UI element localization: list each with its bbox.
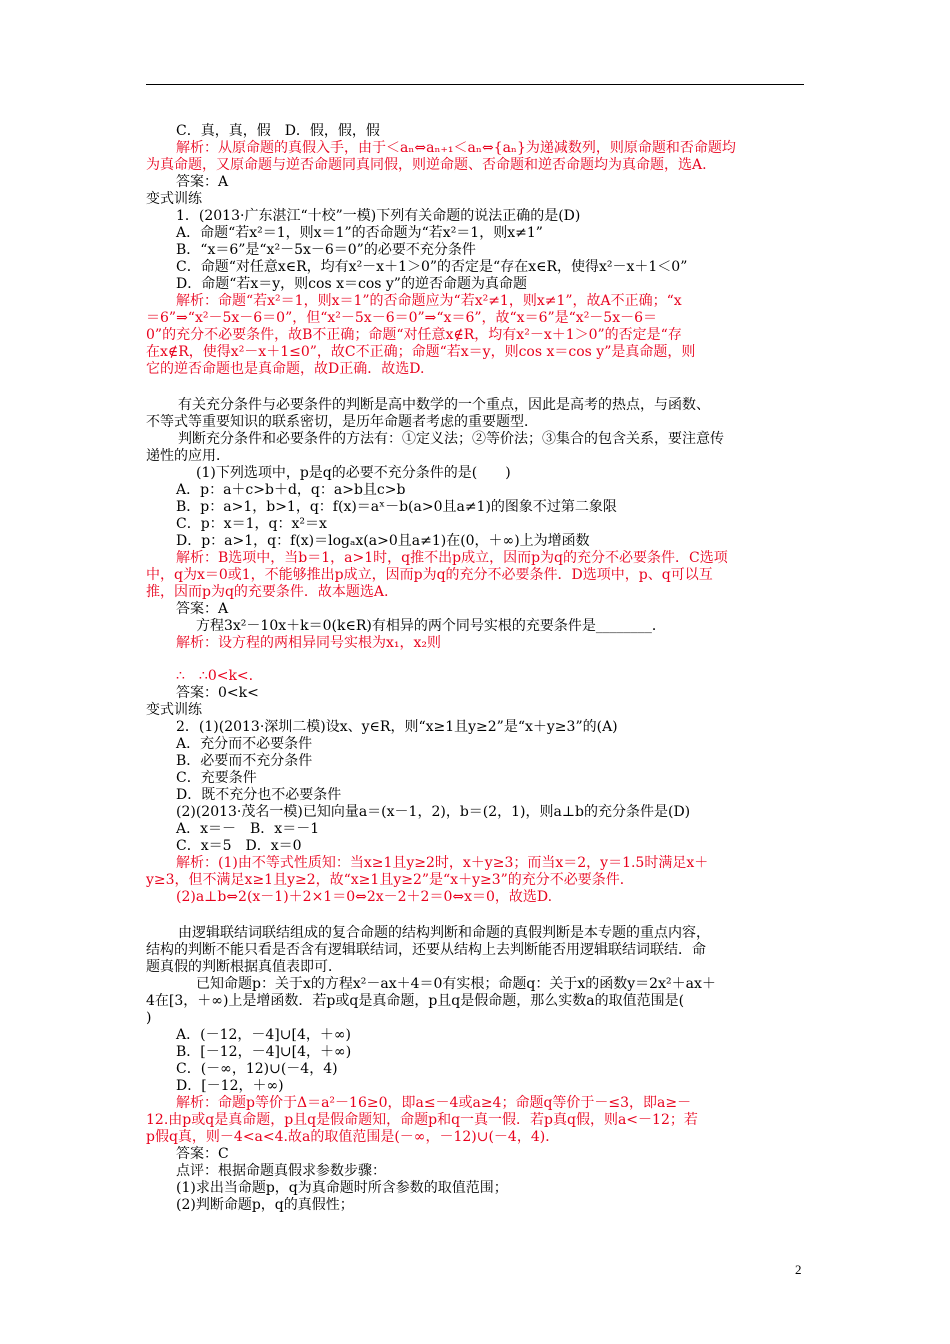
answer-line: 答案：C bbox=[176, 1146, 229, 1162]
question-line: 4在[3，＋∞)上是增函数．若p或q是真命题，p且q是假命题，那么实数a的取值范围是( bbox=[146, 993, 685, 1009]
paragraph-line: 判断充分条件和必要条件的方法有：①定义法；②等价法；③集合的包含关系，要注意传 bbox=[178, 431, 724, 447]
paragraph-line: 题真假的判断根据真值表即可． bbox=[146, 959, 342, 975]
option-line: D．[－12，＋∞) bbox=[176, 1078, 284, 1094]
option-line: A．(－12，－4]∪[4，＋∞) bbox=[176, 1027, 351, 1043]
question-line: 已知命题p：关于x的方程x²－ax＋4＝0有实根；命题q：关于x的函数y＝2x²＋ax＋ bbox=[196, 976, 716, 992]
page-number: 2 bbox=[795, 1262, 802, 1277]
paragraph-line: 由逻辑联结词联结组成的复合命题的结构判断和命题的真假判断是本专题的重点内容， bbox=[178, 925, 710, 941]
note-line: (1)求出当命题p，q为真命题时所含参数的取值范围； bbox=[176, 1180, 508, 1196]
solution-line: 它的逆否命题也是真命题，故D正确．故选D. bbox=[146, 361, 425, 377]
solution-line: 解析：命题p等价于Δ＝a²－16≥0，即a≤－4或a≥4；命题q等价于－≤3，即a≥－ bbox=[176, 1095, 692, 1111]
option-line: D．p：a>1，q：f(x)＝logₐx(a>0且a≠1)在(0，＋∞)上为增函数 bbox=[176, 533, 590, 549]
question-line: (1)下列选项中，p是q的必要不充分条件的是( ) bbox=[196, 465, 511, 481]
option-line: C．p：x＝1，q：x²＝x bbox=[176, 516, 327, 532]
solution-line: 12.由p或q是真命题，p且q是假命题知，命题p和q一真一假．若p真q假，则a<－12；若 bbox=[146, 1112, 698, 1128]
solution-line: 中，q为x＝0或1，不能够推出p成立，因而p为q的充分不必要条件．D选项中，p、q可以互 bbox=[146, 567, 713, 583]
solution-line: 解析：从原命题的真假入手，由于＜aₙ⇔aₙ₊₁＜aₙ⇔{aₙ}为递减数列，则原命题和否命题均 bbox=[176, 140, 736, 156]
option-line: A．命题“若x²＝1，则x＝1”的否命题为“若x²＝1，则x≠1” bbox=[176, 225, 543, 241]
paragraph-line: 不等式等重要知识的联系密切，是历年命题者考虑的重要题型． bbox=[146, 414, 538, 430]
solution-line: 在x∉R，使得x²－x＋1≤0”，故C不正确；命题“若x＝y，则cos x＝cos y”是真命题，则 bbox=[146, 344, 696, 360]
answer-line: 答案：0<k< bbox=[176, 685, 259, 701]
solution-line: ∴ ∴0<k<. bbox=[176, 668, 254, 684]
section-heading: 变式训练 bbox=[146, 191, 202, 207]
paragraph-line: 结构的判断不能只看是否含有逻辑联结词，还要从结构上去判断能否用逻辑联结词联结．命 bbox=[146, 942, 706, 958]
option-line: B．必要而不充分条件 bbox=[176, 753, 313, 769]
section-heading: 变式训练 bbox=[146, 702, 202, 718]
question-line: 2．(1)(2013·深圳二模)设x、y∈R，则“x≥1且y≥2”是“x＋y≥3”的(A) bbox=[176, 719, 618, 735]
solution-line: ＝6”⇒“x²－5x－6＝0”，但“x²－5x－6＝0”⇒“x＝6”，故“x＝6”是“x²－5x－6＝ bbox=[146, 310, 658, 326]
paragraph-line: 有关充分条件与必要条件的判断是高中数学的一个重点，因此是高考的热点，与函数、 bbox=[178, 397, 710, 413]
solution-line: 解析：B选项中，当b＝1，a>1时，q推不出p成立，因而p为q的充分不必要条件．C选项 bbox=[176, 550, 728, 566]
option-line: C．x＝5 D．x＝0 bbox=[176, 838, 302, 854]
solution-line: 推，因而p为q的充要条件．故本题选A. bbox=[146, 584, 389, 600]
note-line: (2)判断命题p，q的真假性； bbox=[176, 1197, 354, 1213]
question-line: 方程3x²－10x＋k＝0(k∈R)有相异的两个同号实根的充要条件是________． bbox=[196, 618, 666, 634]
solution-line: (2)a⊥b⇔2(x－1)＋2×1＝0⇔2x－2＋2＝0⇔x＝0，故选D. bbox=[176, 889, 553, 905]
option-line: D．命题“若x＝y，则cos x＝cos y”的逆否命题为真命题 bbox=[176, 276, 527, 292]
solution-line: p假q真，则－4<a<4.故a的取值范围是(－∞，－12)∪(－4，4)． bbox=[146, 1129, 560, 1145]
solution-line: 解析：设方程的两相异同号实根为x₁，x₂则 bbox=[176, 635, 442, 651]
question-line: ) bbox=[146, 1010, 152, 1026]
solution-line: 解析：(1)由不等式性质知：当x≥1且y≥2时，x＋y≥3；而当x＝2，y＝1.5时满足x＋ bbox=[176, 855, 709, 871]
paragraph-line: 递性的应用． bbox=[146, 448, 230, 464]
solution-line: 为真命题，又原命题与逆否命题同真同假，则逆命题、否命题和逆否命题均为真命题，选A. bbox=[146, 157, 707, 173]
text-line: C．真，真，假 D．假，假，假 bbox=[176, 123, 380, 139]
option-line: B．[－12，－4]∪[4，＋∞) bbox=[176, 1044, 352, 1060]
solution-line: y≥3，但不满足x≥1且y≥2，故“x≥1且y≥2”是“x＋y≥3”的充分不必要条件． bbox=[146, 872, 634, 888]
solution-line: 解析：命题“若x²＝1，则x＝1”的否命题应为“若x²≠1，则x≠1”，故A不正确；“x bbox=[176, 293, 682, 309]
option-line: B．p：a>1，b>1，q：f(x)＝aˣ－b(a>0且a≠1)的图象不过第二象限 bbox=[176, 499, 617, 515]
note-line: 点评：根据命题真假求参数步骤： bbox=[176, 1163, 386, 1179]
answer-line: 答案：A bbox=[176, 601, 229, 617]
answer-line: 答案：A bbox=[176, 174, 229, 190]
option-line: C．命题“对任意x∈R，均有x²－x＋1＞0”的否定是“存在x∈R，使得x²－x＋1＜0” bbox=[176, 259, 688, 275]
option-line: A．充分而不必要条件 bbox=[176, 736, 313, 752]
option-line: D．既不充分也不必要条件 bbox=[176, 787, 342, 803]
option-line: C．(－∞，12)∪(－4，4) bbox=[176, 1061, 338, 1077]
option-line: B．“x＝6”是“x²－5x－6＝0”的必要不充分条件 bbox=[176, 242, 476, 258]
solution-line: 0”的充分不必要条件，故B不正确；命题“对任意x∉R，均有x²－x＋1＞0”的否定是“存 bbox=[146, 327, 682, 343]
question-line: 1．(2013·广东湛江“十校”一模)下列有关命题的说法正确的是(D) bbox=[176, 208, 581, 224]
question-line: (2)(2013·茂名一模)已知向量a＝(x－1，2)，b＝(2，1)，则a⊥b的充分条件是(D) bbox=[176, 804, 691, 820]
option-line: A．x＝－ B．x＝－1 bbox=[176, 821, 320, 837]
option-line: C．充要条件 bbox=[176, 770, 257, 786]
option-line: A．p：a＋c>b＋d，q：a>b且c>b bbox=[176, 482, 406, 498]
header-rule bbox=[146, 84, 804, 85]
